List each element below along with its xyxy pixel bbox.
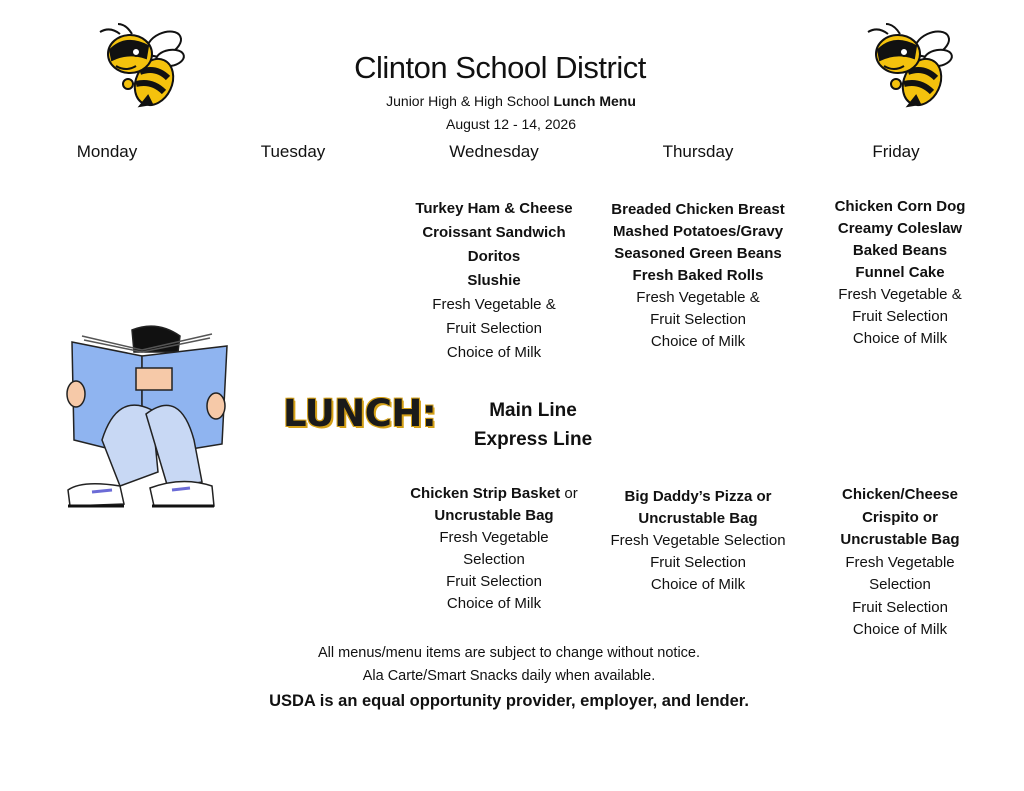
day-thursday: Thursday — [662, 142, 734, 161]
menu-item: Creamy Coleslaw — [837, 220, 963, 237]
lunch-label: LUNCH: — [283, 392, 437, 435]
menu-item: Chicken Corn Dog — [834, 198, 966, 215]
menu-item: Uncrustable Bag — [638, 510, 758, 527]
main-line-friday — [800, 196, 1000, 350]
menu-item: Fresh Vegetable & — [432, 296, 556, 313]
day-monday: Monday — [76, 142, 138, 161]
day-friday: Friday — [872, 142, 920, 161]
menu-item: Choice of Milk — [650, 333, 746, 350]
menu-item: Fruit Selection — [852, 308, 948, 325]
menu-item: Uncrustable Bag — [434, 507, 554, 524]
menu-item: Fruit Selection — [446, 320, 542, 337]
menu-item: Fresh Vegetable & — [636, 289, 760, 306]
menu-item: Choice of Milk — [852, 621, 948, 638]
menu-item: Choice of Milk — [650, 576, 746, 593]
menu-item: Mashed Potatoes/Gravy — [612, 223, 784, 240]
menu-item: Selection — [463, 551, 525, 568]
express-line-thursday — [593, 486, 803, 596]
page-title: Clinton School District — [354, 50, 646, 85]
kid-reading-book-icon — [62, 322, 232, 512]
menu-item: Fresh Vegetable Selection — [610, 532, 786, 549]
menu-item: Choice of Milk — [852, 330, 948, 347]
menu-item: Fruit Selection — [446, 573, 542, 590]
express-line-label: Express Line — [473, 429, 593, 450]
menu-item: Breaded Chicken Breast — [611, 201, 785, 218]
menu-item: Fruit Selection — [650, 311, 746, 328]
menu-item: Choice of Milk — [446, 595, 542, 612]
express-line-wednesday — [394, 483, 594, 615]
menu-item: Croissant Sandwich — [422, 224, 566, 241]
menu-item: Crispito or — [862, 508, 938, 526]
menu-dates: August 12 - 14, 2026 — [446, 116, 576, 132]
menu-item: Turkey Ham & Cheese — [415, 200, 573, 217]
footer-ala-carte: Ala Carte/Smart Snacks daily when available. — [362, 668, 656, 684]
footer-disclaimer: All menus/menu items are subject to change without notice. — [317, 645, 701, 661]
page-subtitle: Junior High & High School Lunch Menu — [386, 93, 636, 109]
menu-item: Funnel Cake — [855, 264, 945, 281]
menu-item: Fresh Vegetable — [439, 529, 549, 546]
footer-usda: USDA is an equal opportunity provider, employer, and lender. — [269, 692, 749, 710]
menu-item: Chicken/Cheese — [842, 486, 958, 503]
menu-item: Fresh Vegetable & — [838, 286, 962, 303]
main-line-label: Main Line — [489, 400, 577, 421]
main-line-thursday — [593, 199, 803, 353]
menu-item: Choice of Milk — [446, 344, 542, 361]
day-wednesday: Wednesday — [449, 142, 539, 161]
menu-item: Fresh Vegetable — [845, 553, 955, 571]
menu-item: Big Daddy’s Pizza or — [624, 488, 772, 505]
menu-item: Seasoned Green Beans — [614, 245, 782, 262]
main-line-wednesday — [394, 197, 594, 365]
menu-item: Fresh Baked Rolls — [632, 267, 764, 284]
menu-item: Doritos — [467, 248, 521, 265]
line-labels — [458, 396, 608, 454]
menu-item: Uncrustable Bag — [840, 531, 960, 548]
menu-item: Selection — [869, 576, 931, 593]
menu-item: Baked Beans — [852, 242, 948, 259]
express-line-friday — [800, 484, 1000, 642]
menu-item: Fruit Selection — [650, 554, 746, 571]
menu-item: Chicken Strip Basket or — [410, 485, 578, 502]
menu-item: Fruit Selection — [852, 598, 948, 616]
day-tuesday: Tuesday — [260, 142, 326, 161]
menu-item: Slushie — [467, 272, 521, 289]
